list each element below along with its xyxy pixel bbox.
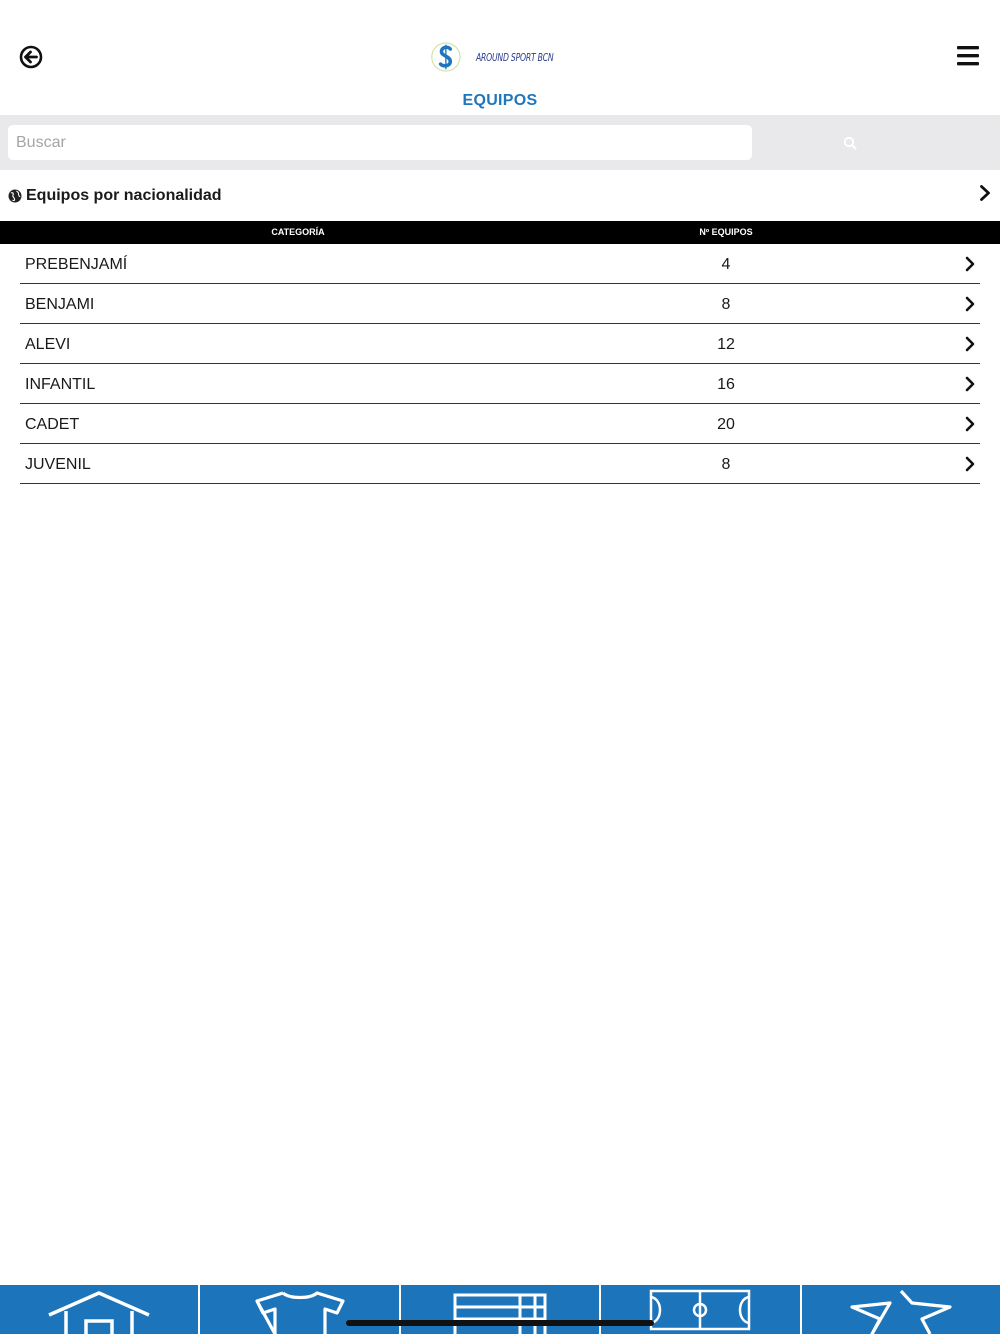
team-count: 20 [717, 416, 735, 433]
category-name: JUVENIL [25, 456, 91, 473]
tab-favorites[interactable] [802, 1285, 1000, 1334]
table-row[interactable] [20, 404, 980, 444]
table-row[interactable] [20, 244, 980, 284]
tab-home[interactable] [0, 1285, 200, 1334]
search-bar [0, 115, 1000, 170]
column-header-team-count: Nº EQUIPOS [699, 227, 753, 237]
category-list [20, 244, 980, 484]
table-row[interactable] [20, 444, 980, 484]
tab-teams[interactable] [200, 1285, 400, 1334]
home-indicator [346, 1320, 654, 1326]
chevron-right-icon [978, 184, 992, 202]
back-button[interactable] [18, 44, 44, 70]
menu-button[interactable] [956, 44, 982, 68]
chevron-right-icon [964, 376, 976, 392]
search-input[interactable] [8, 125, 752, 160]
team-count: 8 [721, 296, 731, 313]
shirt-icon [245, 1285, 355, 1334]
tab-standings[interactable] [401, 1285, 601, 1334]
category-name: ALEVI [25, 336, 71, 353]
table-row[interactable] [20, 364, 980, 404]
bottom-tab-bar [0, 1285, 1000, 1334]
brand-name: AROUND SPORT BCN [475, 50, 554, 64]
chevron-right-icon [964, 256, 976, 272]
category-name: CADET [25, 416, 80, 433]
team-count: 16 [717, 376, 735, 393]
table-row[interactable] [20, 324, 980, 364]
back-circle-arrow-icon [18, 44, 44, 70]
field-icon [645, 1285, 755, 1334]
chevron-right-icon [964, 296, 976, 312]
page-title: EQUIPOS [462, 92, 538, 109]
star-icon [846, 1285, 956, 1334]
teams-by-nationality-label: Equipos por nacionalidad [26, 187, 222, 204]
home-icon [44, 1285, 154, 1334]
chevron-right-icon [964, 336, 976, 352]
app-header [0, 0, 1000, 115]
search-button[interactable] [752, 125, 947, 160]
team-count: 4 [721, 256, 731, 273]
app-logo [430, 38, 575, 76]
chevron-right-icon [964, 456, 976, 472]
chevron-right-icon [964, 416, 976, 432]
brand-s-logo-icon [430, 39, 462, 75]
team-count: 8 [721, 456, 731, 473]
category-name: PREBENJAMÍ [25, 256, 128, 273]
hamburger-menu-icon [956, 44, 982, 68]
globe-icon [8, 189, 22, 203]
table-row[interactable] [20, 284, 980, 324]
standings-table-icon [445, 1285, 555, 1334]
team-count: 12 [717, 336, 735, 353]
category-name: INFANTIL [25, 376, 96, 393]
table-header [0, 221, 1000, 244]
tab-fields[interactable] [601, 1285, 801, 1334]
search-icon [843, 136, 857, 150]
category-name: BENJAMI [25, 296, 95, 313]
column-header-category: CATEGORÍA [271, 227, 325, 237]
teams-by-nationality-row[interactable] [0, 172, 1000, 220]
